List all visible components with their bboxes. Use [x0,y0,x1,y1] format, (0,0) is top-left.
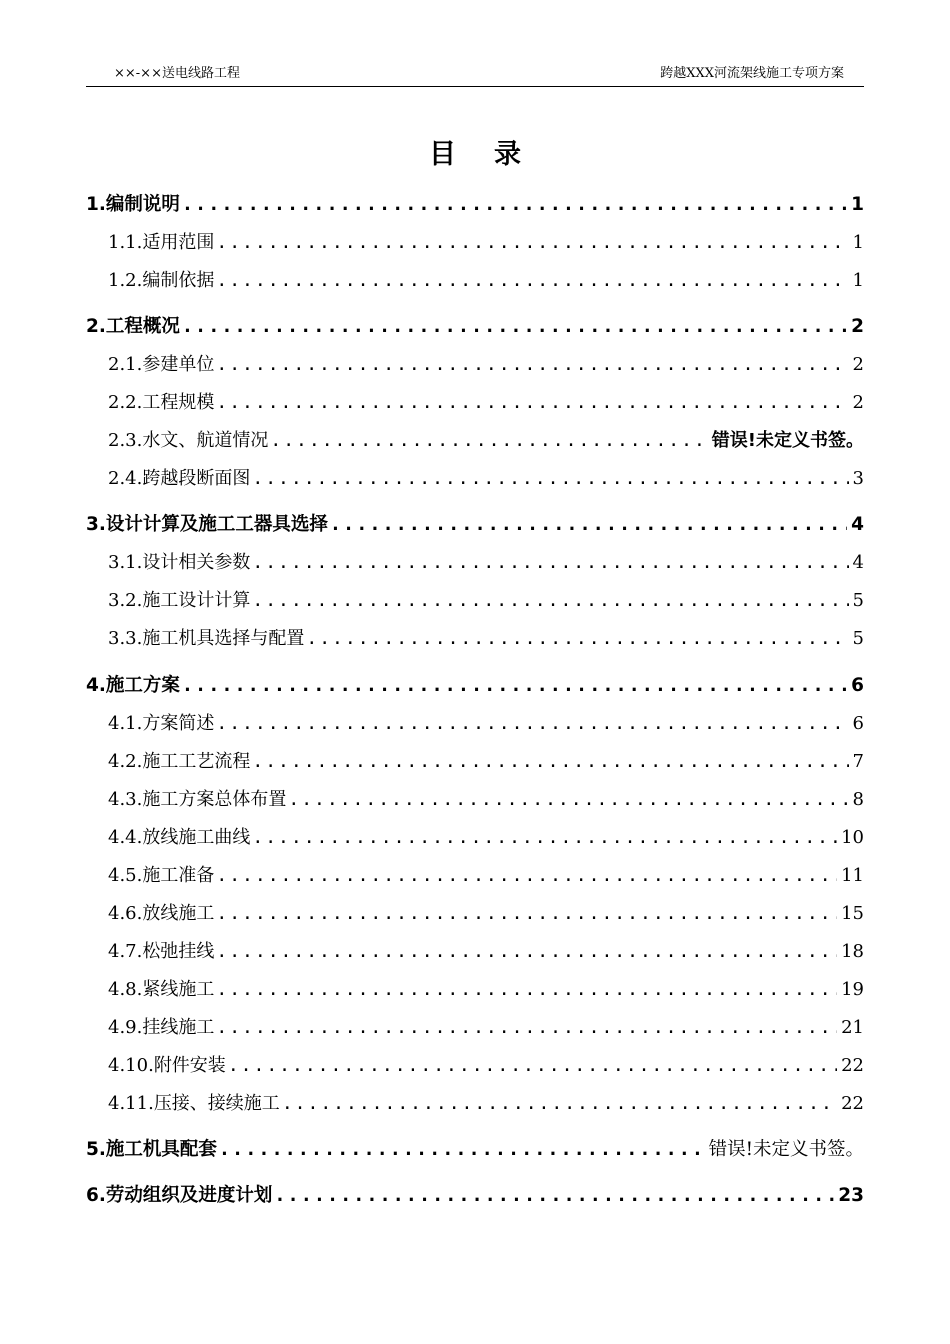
toc-entry-label: 松弛挂线 [142,941,215,962]
toc-entry[interactable] [86,899,864,929]
toc-entry-label: 挂线施工 [142,1017,215,1038]
toc-entry-label: 施工准备 [142,865,215,886]
toc-entry-number: 4.3. [108,789,143,810]
toc-entry-label: 施工方案 [105,675,180,696]
toc-entry-number: 6. [86,1185,106,1206]
toc-entry[interactable] [86,586,864,616]
toc-entry[interactable] [86,266,864,296]
toc-entry[interactable] [86,190,864,220]
toc-entry-page: 21 [841,1017,864,1038]
toc-entry[interactable] [86,388,864,418]
toc-entry-page: 18 [841,941,864,962]
toc-entry-number: 3. [86,514,106,535]
toc-entry-page-error: 错误!未定义书签。 [708,1139,864,1160]
toc-leader [216,979,837,1000]
toc-leader [216,270,848,291]
toc-entry-page: 15 [841,903,864,924]
toc-leader [216,354,848,375]
toc-leader [282,1093,837,1114]
toc-leader [306,628,848,649]
toc-entry-page: 8 [852,789,864,810]
toc-leader [216,392,848,413]
toc-entry[interactable] [86,228,864,258]
toc-entry[interactable] [86,937,864,967]
toc-entry-number: 5. [86,1139,106,1160]
toc-entry-page: 1 [852,270,864,291]
toc-leader [216,941,837,962]
toc-entry[interactable] [86,709,864,739]
toc-entry[interactable] [86,671,864,701]
toc-entry-number: 1. [86,194,106,215]
toc-leader [216,865,837,886]
toc-entry-label: 劳动组织及进度计划 [105,1185,273,1206]
toc-entry-number: 1.2. [108,270,143,291]
toc-entry[interactable] [86,1051,864,1081]
toc-entry-page: 22 [841,1055,864,1076]
toc-leader [182,194,847,215]
toc-entry-label: 水文、航道情况 [142,430,269,451]
toc-entry[interactable] [86,350,864,380]
toc-entry-label: 施工设计计算 [142,590,251,611]
toc-entry[interactable] [86,823,864,853]
toc-leader [252,552,848,573]
toc-entry-number: 2. [86,316,106,337]
toc-entry-label: 压接、接续施工 [153,1093,280,1114]
toc-entry-label: 设计计算及施工工器具选择 [105,514,328,535]
toc-leader [216,1017,837,1038]
toc-leader [228,1055,837,1076]
toc-entry[interactable] [86,747,864,777]
toc-entry-label: 编制说明 [105,194,180,215]
toc-entry-page: 10 [841,827,864,848]
toc-entry-page: 3 [852,468,864,489]
toc-entry-number: 4. [86,675,106,696]
toc-leader [252,751,848,772]
header-project-name: ××-××送电线路工程 [114,66,240,81]
toc-entry[interactable] [86,1089,864,1119]
toc-entry-label: 编制依据 [142,270,215,291]
toc-leader [216,713,848,734]
toc-entry[interactable] [86,1013,864,1043]
toc-entry-label: 放线施工 [142,903,215,924]
toc-entry-page: 19 [841,979,864,1000]
toc-entry-label: 设计相关参数 [142,552,251,573]
toc-entry-page: 2 [852,392,864,413]
toc-leader [252,590,848,611]
toc-entry-number: 3.2. [108,590,143,611]
toc-entry-number: 4.2. [108,751,143,772]
toc-leader [252,827,837,848]
toc-entry-number: 4.7. [108,941,143,962]
toc-leader [219,1139,705,1160]
toc-entry-page: 22 [841,1093,864,1114]
toc-entry-label: 跨越段断面图 [142,468,251,489]
toc-entry[interactable] [86,1181,864,1211]
toc-entry-page: 4 [852,552,864,573]
toc-entry-number: 2.2. [108,392,143,413]
toc-leader [182,675,847,696]
header-document-title: 跨越XXX河流架线施工专项方案 [660,66,844,81]
toc-entry-label: 施工机具选择与配置 [142,628,305,649]
toc-leader [274,1185,834,1206]
toc-entry-label: 施工机具配套 [105,1139,217,1160]
toc-leader [216,903,837,924]
toc-title: 目录 [429,139,559,170]
toc-entry-label: 放线施工曲线 [142,827,251,848]
page-header [86,64,864,87]
toc-entry-page: 2 [851,316,864,337]
toc-entry-page: 1 [851,194,864,215]
toc-entry-page: 2 [852,354,864,375]
toc-entry-number: 2.4. [108,468,143,489]
toc-entry-page: 23 [838,1185,864,1206]
toc-entry-label: 施工工艺流程 [142,751,251,772]
toc-entry-label: 适用范围 [142,232,215,253]
toc-entry[interactable] [86,861,864,891]
toc-entry-label: 方案简述 [142,713,215,734]
toc-entry[interactable] [86,548,864,578]
toc-entry[interactable] [86,1135,864,1165]
toc-entry-number: 2.3. [108,430,143,451]
toc-entry-label: 施工方案总体布置 [142,789,287,810]
toc-entry-number: 4.9. [108,1017,143,1038]
toc-entry-page: 6 [852,713,864,734]
toc-entry-label: 工程规模 [142,392,215,413]
toc-entry-page: 1 [852,232,864,253]
toc-entry-label: 紧线施工 [142,979,215,1000]
toc-entry-number: 3.3. [108,628,143,649]
toc-entry[interactable] [86,624,864,654]
toc-entry[interactable] [86,785,864,815]
toc-entry-page-error: 错误!未定义书签。 [711,430,864,451]
toc-entry-page: 11 [841,865,864,886]
toc-entry-page: 7 [852,751,864,772]
toc-entry-number: 2.1. [108,354,143,375]
toc-entry-number: 4.1. [108,713,143,734]
toc-entry-number: 4.8. [108,979,143,1000]
toc-entry-page: 6 [851,675,864,696]
toc-leader [288,789,848,810]
toc-entry-number: 4.10. [108,1055,154,1076]
toc-leader [270,430,707,451]
toc-leader [216,232,848,253]
toc-entry-number: 4.5. [108,865,143,886]
toc-entry-label: 参建单位 [142,354,215,375]
toc-entry[interactable] [86,426,864,456]
toc-entry-page: 5 [852,590,864,611]
toc-entry[interactable] [86,975,864,1005]
toc-entry[interactable] [86,312,864,342]
toc-entry-number: 4.6. [108,903,143,924]
toc-entry-label: 工程概况 [105,316,180,337]
toc-entry-page: 4 [851,514,864,535]
toc-entry-number: 4.11. [108,1093,154,1114]
toc-entry-number: 4.4. [108,827,143,848]
toc-leader [330,514,847,535]
toc-leader [182,316,847,337]
toc-entry[interactable] [86,464,864,494]
toc-entry-number: 3.1. [108,552,143,573]
toc-entry[interactable] [86,510,864,540]
toc-entry-label: 附件安装 [153,1055,226,1076]
toc-entry-page: 5 [852,628,864,649]
toc-leader [252,468,848,489]
toc-entry-number: 1.1. [108,232,143,253]
